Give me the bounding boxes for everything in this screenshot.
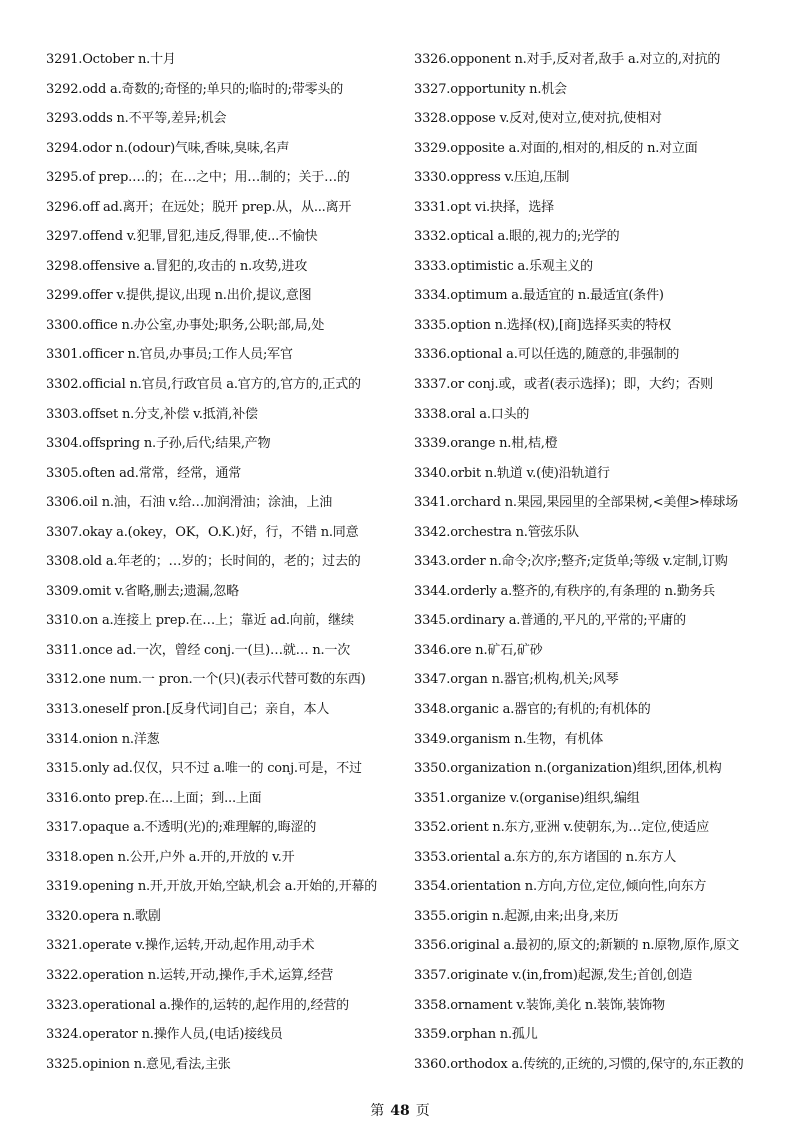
vocab-entry: 3296.off ad.离开；在远处；脱开 prep.从，从...离开: [46, 199, 352, 215]
vocab-entry: 3345.ordinary a.普通的,平凡的,平常的;平庸的: [414, 613, 686, 629]
vocab-entry: 3327.opportunity n.机会: [414, 81, 567, 97]
vocab-entry: 3300.office n.办公室,办事处;职务,公职;部,局,处: [46, 317, 325, 333]
vocab-entry: 3329.opposite a.对面的,相对的,相反的 n.对立面: [414, 140, 698, 156]
vocab-entry: 3349.organism n.生物，有机体: [414, 731, 604, 747]
vocab-entry: 3299.offer v.提供,提议,出现 n.出价,提议,意图: [46, 288, 312, 304]
vocab-entry: 3317.opaque a.不透明(光)的;难理解的,晦涩的: [46, 820, 317, 836]
vocab-entry: 3356.original a.最初的,原文的;新颖的 n.原物,原作,原文: [414, 938, 740, 954]
vocab-entry: 3321.operate v.操作,运转,开动,起作用,动手术: [46, 938, 315, 954]
vocab-entry: 3332.optical a.眼的,视力的;光学的: [414, 229, 620, 245]
vocab-entry: 3314.onion n.洋葱: [46, 731, 160, 747]
vocab-entry: 3354.orientation n.方向,方位,定位,倾向性,向东方: [414, 879, 707, 895]
vocab-entry: 3358.ornament v.装饰,美化 n.装饰,装饰物: [414, 997, 665, 1013]
vocab-entry: 3319.opening n.开,开放,开始,空缺,机会 a.开始的,开幕的: [46, 879, 377, 895]
vocab-entry: 3338.oral a.口头的: [414, 406, 530, 422]
vocab-entry: 3305.often ad.常常，经常，通常: [46, 465, 242, 481]
vocab-entry: 3308.old a.年老的；…岁的；长时间的，老的；过去的: [46, 554, 361, 570]
vocab-entry: 3316.onto prep.在...上面；到...上面: [46, 790, 262, 806]
vocab-entry: 3351.organize v.(organise)组织,编组: [414, 790, 640, 806]
vocab-entry: 3352.orient n.东方,亚洲 v.使朝东,为…定位,使适应: [414, 820, 710, 836]
vocab-entry: 3348.organic a.器官的;有机的;有机体的: [414, 702, 651, 718]
vocab-entry: 3344.orderly a.整齐的,有秩序的,有条理的 n.勤务兵: [414, 583, 716, 599]
vocab-entry: 3333.optimistic a.乐观主义的: [414, 258, 593, 274]
vocab-entry: 3357.originate v.(in,from)起源,发生;首创,创造: [414, 967, 693, 983]
vocab-entry: 3334.optimum a.最适宜的 n.最适宜(条件): [414, 288, 664, 304]
vocab-entry: 3330.oppress v.压迫,压制: [414, 170, 570, 186]
vocab-entry: 3339.orange n.柑,桔,橙: [414, 436, 558, 452]
footer-suffix: 页: [415, 1103, 430, 1119]
page-footer: [0, 1100, 800, 1120]
vocab-entry: 3359.orphan n.孤儿: [414, 1027, 538, 1043]
vocab-entry: 3318.open n.公开,户外 a.开的,开放的 v.开: [46, 849, 295, 865]
vocab-entry: 3309.omit v.省略,删去;遗漏,忽略: [46, 583, 239, 599]
vocab-entry: 3337.or conj.或，或者(表示选择)；即，大约；否则: [414, 377, 713, 393]
vocab-entry: 3291.October n.十月: [46, 52, 176, 67]
vocab-entry: 3341.orchard n.果园,果园里的全部果树,<美俚>棒球场: [414, 495, 739, 511]
vocab-entry: 3355.origin n.起源,由来;出身,来历: [414, 908, 619, 924]
vocab-entry: 3307.okay a.(okey，OK，O.K.)好，行，不错 n.同意: [46, 524, 359, 540]
vocab-entry: 3293.odds n.不平等,差异;机会: [46, 111, 227, 127]
vocab-entry: 3331.opt vi.抉择，选择: [414, 199, 554, 215]
vocab-entry: 3315.only ad.仅仅，只不过 a.唯一的 conj.可是，不过: [46, 761, 362, 777]
vocab-entry: 3340.orbit n.轨道 v.(使)沿轨道行: [414, 465, 610, 481]
vocab-entry: 3326.opponent n.对手,反对者,敌手 a.对立的,对抗的: [414, 52, 721, 67]
footer-prefix: 第: [370, 1103, 385, 1119]
vocab-entry: 3322.operation n.运转,开动,操作,手术,运算,经营: [46, 967, 334, 983]
vocab-entry: 3353.oriental a.东方的,东方诸国的 n.东方人: [414, 849, 677, 865]
vocab-entry: 3297.offend v.犯罪,冒犯,违反,得罪,使...不愉快: [46, 229, 318, 245]
vocab-entry: 3303.offset n.分支,补偿 v.抵消,补偿: [46, 406, 258, 422]
vocab-entry: 3313.oneself pron.[反身代词]自己；亲自，本人: [46, 702, 330, 718]
vocab-entry: 3346.ore n.矿石,矿砂: [414, 642, 543, 658]
vocab-entry: 3320.opera n.歌剧: [46, 908, 161, 924]
vocab-entry: 3304.offspring n.子孙,后代;结果,产物: [46, 436, 271, 452]
vocab-entry: 3301.officer n.官员,办事员;工作人员;军官: [46, 347, 293, 363]
vocab-entry: 3343.order n.命令;次序;整齐;定货单;等级 v.定制,订购: [414, 554, 728, 570]
vocab-entry: 3350.organization n.(organization)组织,团体,机构: [414, 761, 722, 777]
vocab-entry: 3294.odor n.(odour)气味,香味,臭味,名声: [46, 140, 290, 156]
vocab-entry: 3298.offensive a.冒犯的,攻击的 n.攻势,进攻: [46, 258, 308, 274]
vocab-entry: 3311.once ad.一次，曾经 conj.一(旦)…就… n.一次: [46, 642, 351, 658]
vocab-entry: 3324.operator n.操作人员,(电话)接线员: [46, 1027, 283, 1043]
left-column: [46, 45, 402, 1079]
vocab-entry: 3302.official n.官员,行政官员 a.官方的,官方的,正式的: [46, 377, 361, 393]
vocab-entry: 3360.orthodox a.传统的,正统的,习惯的,保守的,东正教的: [414, 1056, 744, 1072]
vocab-entry: 3342.orchestra n.管弦乐队: [414, 524, 579, 540]
vocab-entry: 3306.oil n.油，石油 v.给…加润滑油；涂油，上油: [46, 495, 333, 511]
vocab-entry: 3323.operational a.操作的,运转的,起作用的,经营的: [46, 997, 349, 1013]
vocab-entry: 3347.organ n.器官;机构,机关;风琴: [414, 672, 619, 688]
vocab-entry: 3335.option n.选择(权),[商]选择买卖的特权: [414, 317, 672, 333]
right-column: [414, 45, 794, 1079]
vocab-entry: 3312.one num.一 pron.一个(只)(表示代替可数的东西): [46, 672, 366, 688]
vocab-entry: 3292.odd a.奇数的;奇怪的;单只的;临时的;带零头的: [46, 81, 344, 97]
vocab-entry: 3295.of prep.…的；在…之中；用…制的；关于…的: [46, 170, 350, 186]
page-number: 48: [390, 1103, 410, 1119]
vocab-entry: 3328.oppose v.反对,使对立,使对抗,使相对: [414, 111, 662, 127]
vocab-entry: 3325.opinion n.意见,看法,主张: [46, 1056, 231, 1072]
vocab-entry: 3310.on a.连接上 prep.在…上；靠近 ad.向前，继续: [46, 613, 354, 629]
vocab-entry: 3336.optional a.可以任选的,随意的,非强制的: [414, 347, 680, 363]
